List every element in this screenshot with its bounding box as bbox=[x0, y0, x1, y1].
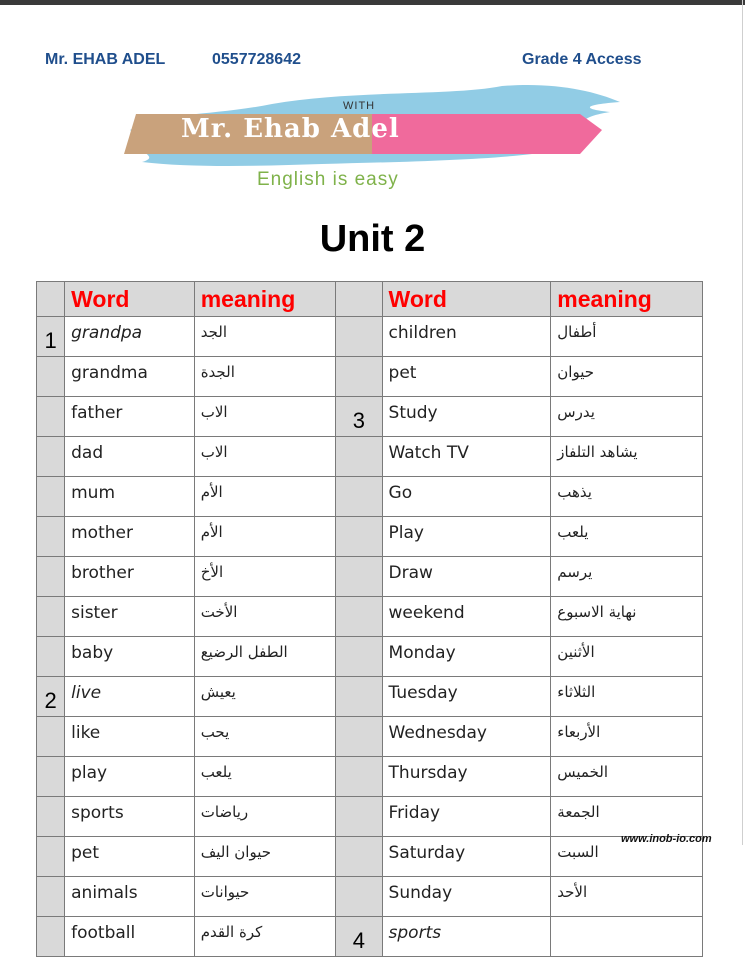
word-cell: Sunday bbox=[382, 877, 551, 917]
logo-with: WITH bbox=[343, 100, 376, 112]
word-cell: animals bbox=[65, 877, 195, 917]
meaning-cell: الأربعاء bbox=[551, 717, 703, 757]
header-word: Word bbox=[382, 282, 551, 317]
meaning-cell: الخميس bbox=[551, 757, 703, 797]
table-row bbox=[37, 877, 703, 917]
word-cell: Thursday bbox=[382, 757, 551, 797]
row-number bbox=[336, 637, 382, 677]
word-cell: football bbox=[65, 917, 195, 957]
row-number bbox=[37, 797, 65, 837]
meaning-cell: الاب bbox=[194, 437, 336, 477]
meaning-cell: يرسم bbox=[551, 557, 703, 597]
row-number bbox=[336, 877, 382, 917]
meaning-cell bbox=[551, 917, 703, 957]
meaning-cell: الثلاثاء bbox=[551, 677, 703, 717]
word-cell: Study bbox=[382, 397, 551, 437]
table-row bbox=[37, 397, 703, 437]
teacher-name: Mr. EHAB ADEL bbox=[45, 51, 166, 68]
word-cell: Wednesday bbox=[382, 717, 551, 757]
row-number bbox=[37, 477, 65, 517]
word-cell: live bbox=[65, 677, 195, 717]
meaning-cell: الأم bbox=[194, 517, 336, 557]
word-cell: father bbox=[65, 397, 195, 437]
word-cell: grandma bbox=[65, 357, 195, 397]
word-cell: Tuesday bbox=[382, 677, 551, 717]
meaning-cell: نهاية الاسبوع bbox=[551, 597, 703, 637]
word-cell: mum bbox=[65, 477, 195, 517]
meaning-cell: حيوان اليف bbox=[194, 837, 336, 877]
row-number: 3 bbox=[336, 397, 382, 437]
word-cell: mother bbox=[65, 517, 195, 557]
row-number bbox=[336, 477, 382, 517]
teacher-phone: 0557728642 bbox=[212, 51, 301, 68]
meaning-cell: يلعب bbox=[551, 517, 703, 557]
row-number bbox=[37, 597, 65, 637]
footer-url: www.inob-io.com bbox=[621, 833, 712, 845]
word-cell: pet bbox=[382, 357, 551, 397]
meaning-cell: كرة القدم bbox=[194, 917, 336, 957]
header-meaning: meaning bbox=[551, 282, 703, 317]
meaning-cell: الاب bbox=[194, 397, 336, 437]
page-title: Unit 2 bbox=[319, 218, 426, 260]
meaning-cell: يذهب bbox=[551, 477, 703, 517]
meaning-cell: السبت bbox=[551, 837, 703, 877]
meaning-cell: رياضات bbox=[194, 797, 336, 837]
meaning-cell: يشاهد التلفاز bbox=[551, 437, 703, 477]
table-header-row bbox=[37, 282, 703, 317]
meaning-cell: الطفل الرضيع bbox=[194, 637, 336, 677]
meaning-cell: الأحد bbox=[551, 877, 703, 917]
logo-tagline: English is easy bbox=[257, 169, 399, 190]
vocabulary-table bbox=[36, 281, 703, 957]
table-row bbox=[37, 797, 703, 837]
row-number bbox=[37, 717, 65, 757]
row-number bbox=[336, 357, 382, 397]
row-number bbox=[336, 517, 382, 557]
word-cell: play bbox=[65, 757, 195, 797]
word-cell: baby bbox=[65, 637, 195, 677]
meaning-cell: الأخت bbox=[194, 597, 336, 637]
table-row bbox=[37, 597, 703, 637]
word-cell: brother bbox=[65, 557, 195, 597]
row-number bbox=[37, 837, 65, 877]
row-number bbox=[336, 797, 382, 837]
top-border bbox=[0, 0, 745, 5]
word-cell: Play bbox=[382, 517, 551, 557]
header-word: Word bbox=[65, 282, 195, 317]
meaning-cell: يدرس bbox=[551, 397, 703, 437]
word-cell: Draw bbox=[382, 557, 551, 597]
word-cell: sports bbox=[65, 797, 195, 837]
meaning-cell: أطفال bbox=[551, 317, 703, 357]
meaning-cell: حيوانات bbox=[194, 877, 336, 917]
word-cell: sister bbox=[65, 597, 195, 637]
row-number bbox=[336, 557, 382, 597]
row-number bbox=[336, 717, 382, 757]
word-cell: Friday bbox=[382, 797, 551, 837]
word-cell: Watch TV bbox=[382, 437, 551, 477]
row-number bbox=[37, 437, 65, 477]
table-row bbox=[37, 317, 703, 357]
row-number bbox=[37, 517, 65, 557]
meaning-cell: الأم bbox=[194, 477, 336, 517]
word-cell: pet bbox=[65, 837, 195, 877]
meaning-cell: الجد bbox=[194, 317, 336, 357]
meaning-cell: يعيش bbox=[194, 677, 336, 717]
table-row bbox=[37, 437, 703, 477]
meaning-cell: يلعب bbox=[194, 757, 336, 797]
word-cell: dad bbox=[65, 437, 195, 477]
grade-label: Grade 4 Access bbox=[522, 51, 642, 68]
table-row bbox=[37, 517, 703, 557]
row-number bbox=[336, 597, 382, 637]
row-number bbox=[37, 877, 65, 917]
meaning-cell: الجدة bbox=[194, 357, 336, 397]
row-number bbox=[37, 757, 65, 797]
row-number: 2 bbox=[37, 677, 65, 717]
table-row bbox=[37, 357, 703, 397]
row-number bbox=[37, 357, 65, 397]
word-cell: like bbox=[65, 717, 195, 757]
meaning-cell: حيوان bbox=[551, 357, 703, 397]
header-num-cell bbox=[336, 282, 382, 317]
table-row bbox=[37, 917, 703, 957]
word-cell: Monday bbox=[382, 637, 551, 677]
meaning-cell: الأخ bbox=[194, 557, 336, 597]
word-cell: weekend bbox=[382, 597, 551, 637]
row-number bbox=[336, 757, 382, 797]
row-number bbox=[37, 397, 65, 437]
table-row bbox=[37, 837, 703, 877]
logo-band-pink bbox=[372, 114, 602, 154]
page-edge bbox=[742, 0, 743, 845]
word-cell: grandpa bbox=[65, 317, 195, 357]
table-row bbox=[37, 717, 703, 757]
table-row bbox=[37, 677, 703, 717]
meaning-cell: الأثنين bbox=[551, 637, 703, 677]
row-number bbox=[336, 437, 382, 477]
word-cell: sports bbox=[382, 917, 551, 957]
row-number: 1 bbox=[37, 317, 65, 357]
row-number bbox=[336, 677, 382, 717]
logo-name: Mr. Ehab Adel bbox=[181, 114, 400, 144]
row-number: 4 bbox=[336, 917, 382, 957]
table-row bbox=[37, 557, 703, 597]
word-cell: Go bbox=[382, 477, 551, 517]
word-cell: children bbox=[382, 317, 551, 357]
table-row bbox=[37, 637, 703, 677]
row-number bbox=[37, 637, 65, 677]
row-number bbox=[37, 557, 65, 597]
header-num-cell bbox=[37, 282, 65, 317]
table-row bbox=[37, 757, 703, 797]
row-number bbox=[37, 917, 65, 957]
row-number bbox=[336, 837, 382, 877]
meaning-cell: يحب bbox=[194, 717, 336, 757]
meaning-cell: الجمعة bbox=[551, 797, 703, 837]
word-cell: Saturday bbox=[382, 837, 551, 877]
header-meaning: meaning bbox=[194, 282, 336, 317]
table-row bbox=[37, 477, 703, 517]
row-number bbox=[336, 317, 382, 357]
